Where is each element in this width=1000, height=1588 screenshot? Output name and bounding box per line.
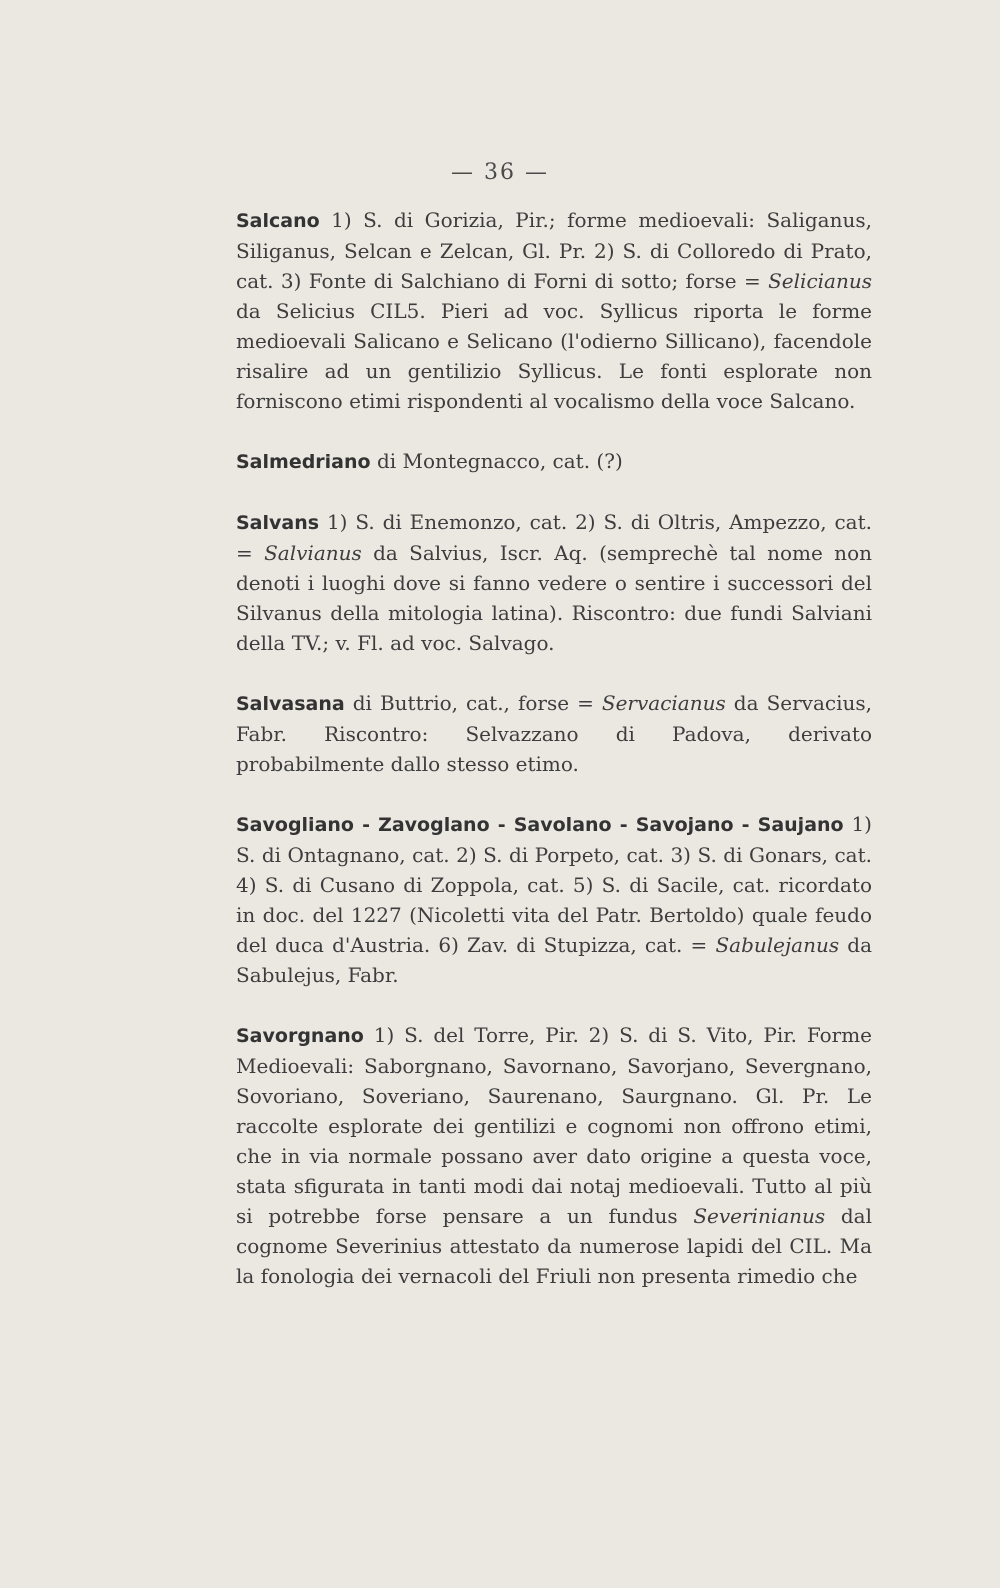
entry-text: di Montegnacco, cat. (?) xyxy=(370,449,623,473)
entry-headword: Salvasana xyxy=(236,693,345,715)
entry-headword: Salvans xyxy=(236,512,320,534)
entry-italic-term: Sabulejanus xyxy=(715,933,840,957)
entry-text: da Servacius, Fabr. Riscontro: Selvazzano di Padova, derivato probabilmente dallo stesso etimo. xyxy=(236,691,872,776)
entry-text: da Salvius, Iscr. Aq. (semprechè tal nome non denoti i luoghi dove si fanno vedere o sentire i successori del Silvanus della mitologia latina). Riscontro: due fundi Salviani della TV.; v. Fl. ad voc. Salvago. xyxy=(236,541,872,655)
entry-italic-term: Selicianus xyxy=(768,269,872,293)
entry-paragraph xyxy=(190,688,872,779)
entry-text: di Buttrio, cat., forse = xyxy=(344,691,602,715)
entry-text: 1) S. di Gorizia, Pir.; forme medioevali: Saliganus, Siliganus, Selcan e Zelcan, Gl. Pr. 2) S. di Colloredo di Prato, cat. 3) Fonte di Salchiano di Forni di sotto; forse = xyxy=(236,208,872,293)
entry-paragraph xyxy=(190,809,872,990)
entry-salmedriano xyxy=(190,446,872,477)
entry-salcano xyxy=(190,205,872,416)
entry-paragraph xyxy=(190,1020,872,1291)
entry-headword: Savorgnano xyxy=(236,1025,364,1047)
entry-savogliano xyxy=(190,809,872,990)
entry-text: 1) S. del Torre, Pir. 2) S. di S. Vito, Pir. Forme Medioevali: Saborgnano, Savornano, Savorjano, Severgnano, Sovoriano, Soveriano, Saurenano, Saurgnano. Gl. Pr. Le raccolte esplorate dei gentilizi e cognomi non offrono etimi, che in via normale possano aver dato origine a questa voce, stata sfigurata in tanti modi dai notaj medioevali. Tutto al più si potrebbe forse pensare a un fundus xyxy=(236,1023,872,1228)
entry-text: da Sabulejus, Fabr. xyxy=(236,933,872,987)
entry-paragraph xyxy=(190,507,872,658)
entry-italic-term: Servacianus xyxy=(601,691,726,715)
entry-headword: Salmedriano xyxy=(236,451,371,473)
entry-salvans xyxy=(190,507,872,658)
text-block xyxy=(190,205,872,1321)
entry-text: 1) S. di Ontagnano, cat. 2) S. di Porpeto, cat. 3) S. di Gonars, cat. 4) S. di Cusano di Zoppola, cat. 5) S. di Sacile, cat. ricordato in doc. del 1227 (Nicoletti vita del Patr. Bertoldo) quale feudo del duca d'Austria. 6) Zav. di Stupizza, cat. = xyxy=(236,812,872,957)
entry-italic-term: Salvianus xyxy=(264,541,362,565)
page-number: — 36 — xyxy=(451,160,549,185)
entry-paragraph xyxy=(190,446,872,477)
entry-paragraph xyxy=(190,205,872,416)
entry-salvasana xyxy=(190,688,872,779)
entry-savorgnano xyxy=(190,1020,872,1291)
entry-headword: Savogliano - Zavoglano - Savolano - Savojano - Saujano xyxy=(236,814,844,836)
entry-headword: Salcano xyxy=(236,210,320,232)
entry-italic-term: Severinianus xyxy=(693,1204,826,1228)
entry-text: 1) S. di Enemonzo, cat. 2) S. di Oltris, Ampezzo, cat. = xyxy=(236,510,872,565)
entry-text: dal cognome Severinius attestato da numerose lapidi del CIL. Ma la fonologia dei vernacoli del Friuli non presenta rimedio che xyxy=(236,1204,872,1288)
entry-text: da Selicius CIL5. Pieri ad voc. Syllicus riporta le forme medioevali Salicano e Selicano (l'odierno Sillicano), facendole risalire ad un gentilizio Syllicus. Le fonti esplorate non forniscono etimi rispondenti al vocalismo della voce Salcano. xyxy=(236,299,872,413)
